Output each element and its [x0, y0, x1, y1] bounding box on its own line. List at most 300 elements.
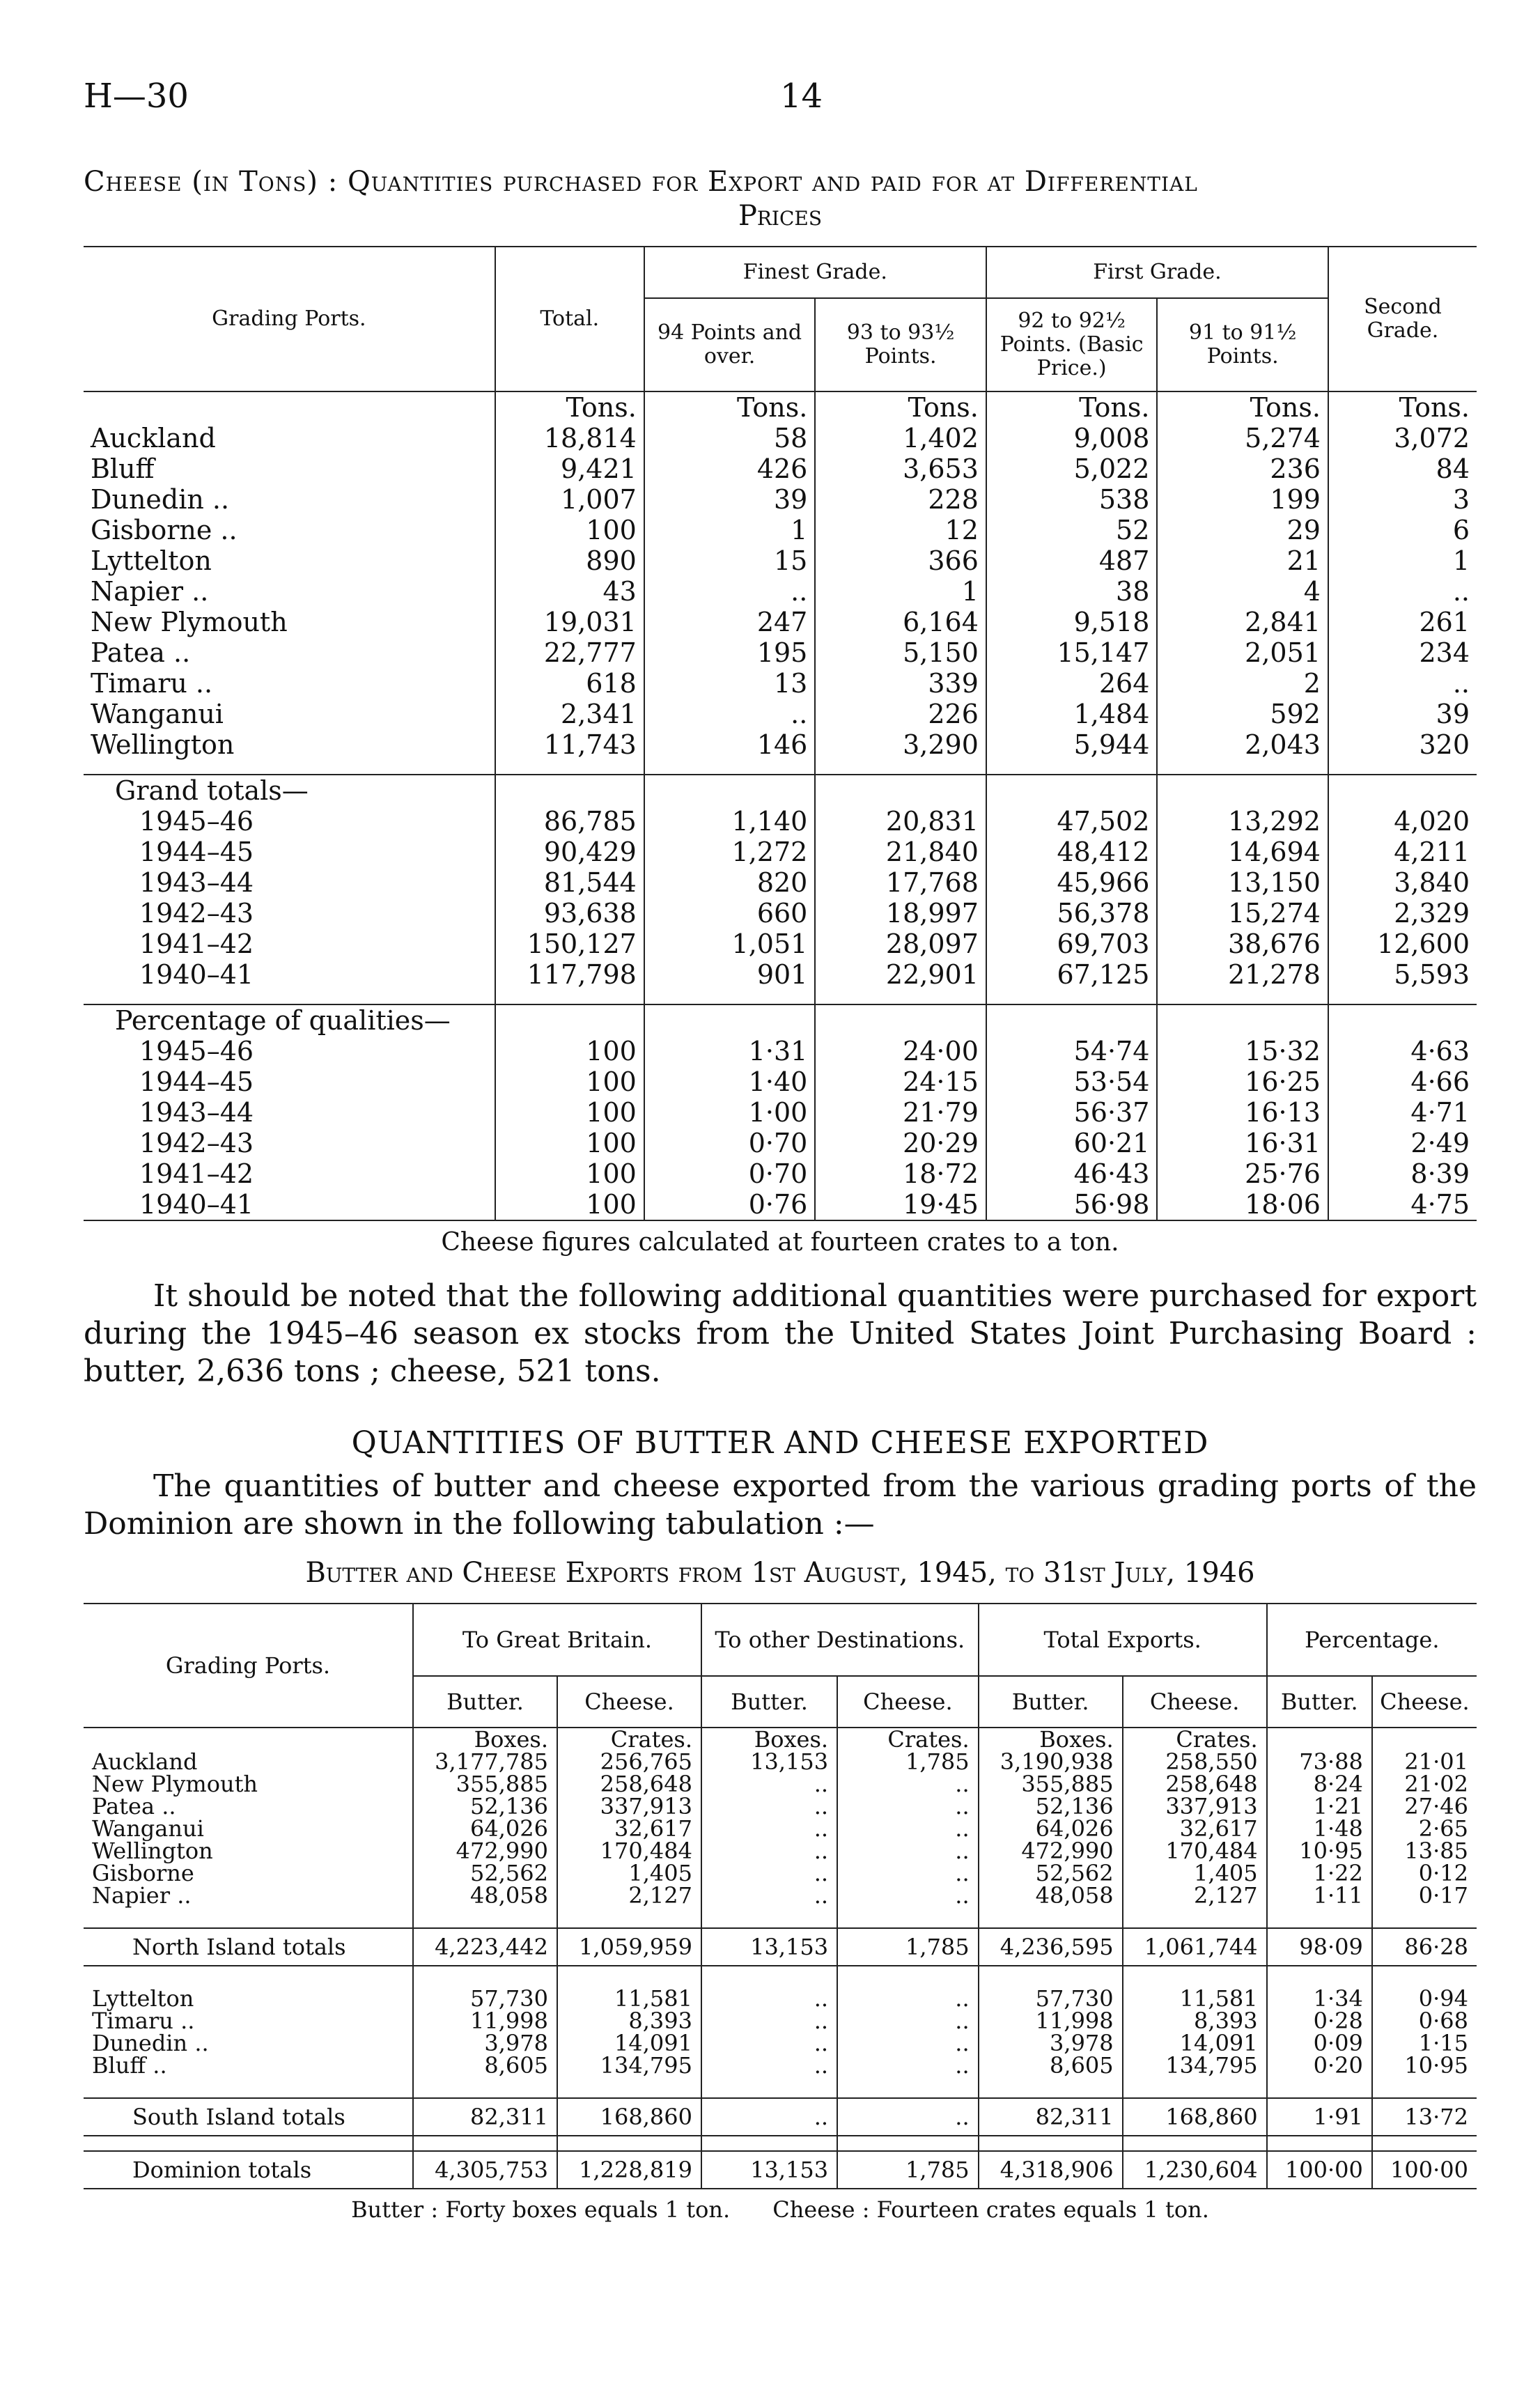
spacer-row [84, 1966, 1477, 1987]
value-cell: 14,091 [1123, 2032, 1267, 2054]
value-cell: 1,785 [837, 1928, 979, 1966]
row-label: 1942–43 [139, 1128, 254, 1158]
row-label: 1940–41 [139, 1189, 254, 1220]
value-cell: 11,581 [557, 1987, 701, 2010]
unit-label: Tons. [644, 391, 816, 423]
value-cell: 82,311 [979, 2098, 1123, 2136]
row-label: Dunedin .. [91, 484, 230, 515]
col-cheese: Cheese. [1123, 1676, 1267, 1728]
value-cell: 14,091 [557, 2032, 701, 2054]
value-cell: 21,840 [815, 837, 986, 867]
value-cell: 46·43 [986, 1158, 1158, 1189]
value-cell: 21·02 [1372, 1773, 1477, 1795]
value-cell: 1,061,744 [1123, 1928, 1267, 1966]
table-row [84, 806, 1477, 837]
col-grading-ports: Grading Ports. [212, 306, 366, 331]
value-cell: 11,581 [1123, 1987, 1267, 2010]
value-cell: .. [701, 1884, 837, 1907]
value-cell: 84 [1328, 453, 1477, 484]
value-cell: 86·28 [1372, 1928, 1477, 1966]
value-cell: 52,562 [979, 1862, 1123, 1884]
table-row [84, 576, 1477, 607]
value-cell: .. [701, 1773, 837, 1795]
value-cell: 0·70 [644, 1158, 816, 1189]
table-row [84, 837, 1477, 867]
spacer-row [84, 990, 1477, 1004]
south-island-totals-row [84, 2098, 1477, 2136]
value-cell: 57,730 [979, 1987, 1123, 2010]
value-cell: 1 [815, 576, 986, 607]
value-cell: 150,127 [495, 929, 644, 959]
value-cell: 5,022 [986, 453, 1158, 484]
value-cell: 56,378 [986, 898, 1158, 929]
value-cell: 57,730 [413, 1987, 557, 2010]
value-cell: 3,653 [815, 453, 986, 484]
value-cell: 5,593 [1328, 959, 1477, 990]
value-cell: 3 [1328, 484, 1477, 515]
value-cell: 18,997 [815, 898, 986, 929]
value-cell: 100 [495, 515, 644, 545]
row-label: Patea .. [91, 637, 191, 668]
value-cell: 24·15 [815, 1066, 986, 1097]
t2-col-grading-ports: Grading Ports. [165, 1652, 331, 1679]
spacer-row [84, 2136, 1477, 2151]
spacer-row [84, 2077, 1477, 2098]
value-cell: 16·25 [1157, 1066, 1328, 1097]
row-label: Bluff .. [92, 2052, 167, 2079]
unit-label: Crates. [557, 1728, 701, 1751]
value-cell: 0·20 [1267, 2054, 1372, 2077]
group-percentage: Percentage. [1267, 1604, 1477, 1676]
value-cell: 3,190,938 [979, 1751, 1123, 1773]
value-cell: 16·31 [1157, 1128, 1328, 1158]
value-cell: 24·00 [815, 1036, 986, 1066]
value-cell: .. [837, 2054, 979, 2077]
col-cheese: Cheese. [557, 1676, 701, 1728]
value-cell: 48,058 [413, 1884, 557, 1907]
value-cell: 2·49 [1328, 1128, 1477, 1158]
value-cell: 20,831 [815, 806, 986, 837]
row-label: Dominion totals [132, 2157, 312, 2183]
table-row [84, 423, 1477, 453]
row-label: Napier .. [92, 1882, 192, 1909]
value-cell: 73·88 [1267, 1751, 1372, 1773]
row-label: North Island totals [132, 1934, 346, 1960]
table-row [84, 1795, 1477, 1817]
north-island-totals-row [84, 1928, 1477, 1966]
value-cell: 22,901 [815, 959, 986, 990]
table1-note: Cheese figures calculated at fourteen crates to a ton. [441, 1228, 1119, 1257]
value-cell: 21·79 [815, 1097, 986, 1128]
value-cell: 168,860 [1123, 2098, 1267, 2136]
row-label: 1943–44 [139, 1097, 254, 1128]
value-cell: .. [701, 2054, 837, 2077]
value-cell: 170,484 [1123, 1840, 1267, 1862]
value-cell: 13·72 [1372, 2098, 1477, 2136]
table-row [84, 2010, 1477, 2032]
row-label: Bluff [91, 453, 155, 484]
value-cell: .. [701, 1817, 837, 1840]
value-cell: 90,429 [495, 837, 644, 867]
value-cell: 15,147 [986, 637, 1158, 668]
section-heading: QUANTITIES OF BUTTER AND CHEESE EXPORTED [351, 1425, 1209, 1461]
group-total-exports: Total Exports. [979, 1604, 1267, 1676]
cheese-grading-table [84, 246, 1477, 1221]
value-cell: 1·15 [1372, 2032, 1477, 2054]
value-cell: 890 [495, 545, 644, 576]
grand-totals-heading [84, 775, 1477, 806]
table-row [84, 1128, 1477, 1158]
value-cell: 0·12 [1372, 1862, 1477, 1884]
value-cell: 820 [644, 867, 816, 898]
value-cell: 52,136 [979, 1795, 1123, 1817]
value-cell: 355,885 [979, 1773, 1123, 1795]
value-cell: 32,617 [1123, 1817, 1267, 1840]
value-cell: 1 [1328, 545, 1477, 576]
value-cell: 1·91 [1267, 2098, 1372, 2136]
table-row [84, 1036, 1477, 1066]
value-cell: .. [837, 1840, 979, 1862]
table-row [84, 453, 1477, 484]
value-cell: 337,913 [1123, 1795, 1267, 1817]
value-cell: 4,305,753 [413, 2151, 557, 2189]
value-cell: 28,097 [815, 929, 986, 959]
value-cell: 100·00 [1372, 2151, 1477, 2189]
value-cell: .. [837, 2010, 979, 2032]
row-label: 1945–46 [139, 1036, 254, 1066]
value-cell: 5,150 [815, 637, 986, 668]
value-cell: 13,153 [701, 1928, 837, 1966]
value-cell: .. [701, 2010, 837, 2032]
value-cell: 660 [644, 898, 816, 929]
value-cell: 4·75 [1328, 1189, 1477, 1220]
exports-table [84, 1603, 1477, 2189]
value-cell: 13,153 [701, 1751, 837, 1773]
value-cell: .. [837, 1795, 979, 1817]
value-cell: 4,211 [1328, 837, 1477, 867]
value-cell: .. [1328, 576, 1477, 607]
table-row [84, 729, 1477, 760]
value-cell: 25·76 [1157, 1158, 1328, 1189]
value-cell: 81,544 [495, 867, 644, 898]
value-cell: 1,785 [837, 2151, 979, 2189]
row-label: Lyttelton [92, 1985, 194, 2012]
value-cell: 366 [815, 545, 986, 576]
row-label: South Island totals [132, 2104, 345, 2130]
table-row [84, 1862, 1477, 1884]
value-cell: 1·48 [1267, 1817, 1372, 1840]
value-cell: 3,290 [815, 729, 986, 760]
value-cell: 146 [644, 729, 816, 760]
value-cell: 901 [644, 959, 816, 990]
page-header [84, 77, 1477, 132]
value-cell: 1,228,819 [557, 2151, 701, 2189]
value-cell: 67,125 [986, 959, 1158, 990]
value-cell: 47,502 [986, 806, 1158, 837]
value-cell: 9,518 [986, 607, 1158, 637]
value-cell: 134,795 [557, 2054, 701, 2077]
page-number: 14 [780, 77, 823, 116]
value-cell: 21·01 [1372, 1751, 1477, 1773]
value-cell: 60·21 [986, 1128, 1158, 1158]
row-label: Wanganui [92, 1815, 204, 1842]
value-cell: .. [701, 2032, 837, 2054]
value-cell: 10·95 [1267, 1840, 1372, 1862]
table-row [84, 1158, 1477, 1189]
value-cell: 426 [644, 453, 816, 484]
value-cell: 12 [815, 515, 986, 545]
table-row [84, 668, 1477, 699]
value-cell: 234 [1328, 637, 1477, 668]
table-row [84, 1189, 1477, 1220]
value-cell: 0·17 [1372, 1884, 1477, 1907]
value-cell: 39 [1328, 699, 1477, 729]
units-row [84, 1728, 1477, 1751]
value-cell: 256,765 [557, 1751, 701, 1773]
value-cell: 45,966 [986, 867, 1158, 898]
value-cell: 19,031 [495, 607, 644, 637]
value-cell: 20·29 [815, 1128, 986, 1158]
value-cell: 117,798 [495, 959, 644, 990]
value-cell: 15 [644, 545, 816, 576]
value-cell: 538 [986, 484, 1158, 515]
table2-title: Butter and Cheese Exports from 1st August, 1945, to 31st July, 1946 [305, 1557, 1255, 1589]
value-cell: 0·68 [1372, 2010, 1477, 2032]
table-row [84, 929, 1477, 959]
value-cell: .. [701, 1840, 837, 1862]
value-cell: 19·45 [815, 1189, 986, 1220]
value-cell: 52,562 [413, 1862, 557, 1884]
unit-label: Tons. [815, 391, 986, 423]
table-row [84, 867, 1477, 898]
table-row [84, 545, 1477, 576]
col-butter: Butter. [413, 1676, 557, 1728]
value-cell: 4,318,906 [979, 2151, 1123, 2189]
value-cell: 1,051 [644, 929, 816, 959]
unit-label: Boxes. [701, 1728, 837, 1751]
unit-label: Crates. [1123, 1728, 1267, 1751]
row-label: Wellington [91, 729, 235, 760]
value-cell: 8,393 [557, 2010, 701, 2032]
table-row [84, 637, 1477, 668]
value-cell: 6 [1328, 515, 1477, 545]
value-cell: 64,026 [413, 1817, 557, 1840]
table-row [84, 1840, 1477, 1862]
page [84, 77, 1477, 2223]
table-row [84, 1097, 1477, 1128]
value-cell: 2·65 [1372, 1817, 1477, 1840]
value-cell: 2 [1157, 668, 1328, 699]
value-cell: 32,617 [557, 1817, 701, 1840]
row-label: 1942–43 [139, 898, 254, 929]
value-cell: 337,913 [557, 1795, 701, 1817]
value-cell: 472,990 [979, 1840, 1123, 1862]
value-cell: 10·95 [1372, 2054, 1477, 2077]
value-cell: 48,058 [979, 1884, 1123, 1907]
value-cell: 1·00 [644, 1097, 816, 1128]
table-row [84, 1066, 1477, 1097]
value-cell: 3,840 [1328, 867, 1477, 898]
table2-footnote: Butter : Forty boxes equals 1 ton. Cheese : Fourteen crates equals 1 ton. [351, 2196, 1209, 2223]
value-cell: 100 [495, 1128, 644, 1158]
percentage-heading [84, 1004, 1477, 1036]
col-94-points: 94 Points and over. [644, 298, 816, 391]
value-cell: 8,605 [979, 2054, 1123, 2077]
table-row [84, 515, 1477, 545]
value-cell: 100 [495, 1066, 644, 1097]
value-cell: 100 [495, 1189, 644, 1220]
value-cell: 320 [1328, 729, 1477, 760]
value-cell: 5,274 [1157, 423, 1328, 453]
value-cell: 0·76 [644, 1189, 816, 1220]
value-cell: 1,007 [495, 484, 644, 515]
value-cell: 38,676 [1157, 929, 1328, 959]
value-cell: 1,140 [644, 806, 816, 837]
value-cell: 1,272 [644, 837, 816, 867]
value-cell: .. [837, 1817, 979, 1840]
unit-label: Boxes. [979, 1728, 1123, 1751]
value-cell: 261 [1328, 607, 1477, 637]
value-cell: 100 [495, 1036, 644, 1066]
col-92-points: 92 to 92½ Points. (Basic Price.) [986, 298, 1158, 391]
table-row [84, 1817, 1477, 1840]
value-cell: 15,274 [1157, 898, 1328, 929]
row-label: 1941–42 [139, 929, 254, 959]
value-cell: 16·13 [1157, 1097, 1328, 1128]
value-cell: 2,051 [1157, 637, 1328, 668]
value-cell: 618 [495, 668, 644, 699]
col-91-points: 91 to 91½ Points. [1157, 298, 1328, 391]
col-second-grade: Second Grade. [1328, 247, 1477, 391]
value-cell: 168,860 [557, 2098, 701, 2136]
section-intro: The quantities of butter and cheese exported from the various grading ports of the Dominion are shown in the following tabulation :— [84, 1468, 1477, 1542]
value-cell: 247 [644, 607, 816, 637]
value-cell: 12,600 [1328, 929, 1477, 959]
value-cell: 8,605 [413, 2054, 557, 2077]
group-finest-grade: Finest Grade. [644, 247, 986, 298]
row-label: Gisborne .. [91, 515, 238, 545]
value-cell: 487 [986, 545, 1158, 576]
value-cell: 22,777 [495, 637, 644, 668]
value-cell: 1,059,959 [557, 1928, 701, 1966]
col-cheese: Cheese. [1372, 1676, 1477, 1728]
value-cell: 1 [644, 515, 816, 545]
col-93-points: 93 to 93½ Points. [815, 298, 986, 391]
value-cell: 1·21 [1267, 1795, 1372, 1817]
row-label: 1943–44 [139, 867, 254, 898]
value-cell: 236 [1157, 453, 1328, 484]
value-cell: 98·09 [1267, 1928, 1372, 1966]
value-cell: 355,885 [413, 1773, 557, 1795]
value-cell: 1,230,604 [1123, 2151, 1267, 2189]
unit-label: Boxes. [413, 1728, 557, 1751]
table-row [84, 1884, 1477, 1907]
value-cell: .. [701, 2098, 837, 2136]
value-cell: 56·37 [986, 1097, 1158, 1128]
value-cell: 56·98 [986, 1189, 1158, 1220]
value-cell: 4·66 [1328, 1066, 1477, 1097]
value-cell: 21 [1157, 545, 1328, 576]
value-cell: .. [837, 1862, 979, 1884]
row-label: 1940–41 [139, 959, 254, 990]
row-label: Wanganui [91, 699, 224, 729]
table-row [84, 2054, 1477, 2077]
row-label: 1944–45 [139, 1066, 254, 1097]
value-cell: 3,072 [1328, 423, 1477, 453]
units-row [84, 391, 1477, 423]
section-label: Percentage of qualities— [115, 1005, 451, 1036]
value-cell: 4,236,595 [979, 1928, 1123, 1966]
value-cell: 14,694 [1157, 837, 1328, 867]
value-cell: 58 [644, 423, 816, 453]
value-cell: 18·72 [815, 1158, 986, 1189]
value-cell: 1·31 [644, 1036, 816, 1066]
value-cell: 13,153 [701, 2151, 837, 2189]
value-cell: 170,484 [557, 1840, 701, 1862]
row-label: Wellington [92, 1838, 213, 1864]
table-row [84, 484, 1477, 515]
row-label: Lyttelton [91, 545, 212, 576]
dominion-totals-row [84, 2151, 1477, 2189]
row-label: Timaru .. [92, 2008, 195, 2034]
value-cell: 29 [1157, 515, 1328, 545]
table1-title-cont: Prices [738, 200, 823, 232]
value-cell: 0·94 [1372, 1987, 1477, 2010]
value-cell: 592 [1157, 699, 1328, 729]
value-cell: 1,785 [837, 1751, 979, 1773]
value-cell: 2,043 [1157, 729, 1328, 760]
row-label: Auckland [92, 1748, 198, 1775]
table-row [84, 898, 1477, 929]
value-cell: 93,638 [495, 898, 644, 929]
table1-title: Cheese (in Tons) : Quantities purchased for Export and paid for at Differential [84, 166, 1198, 198]
table-row [84, 699, 1477, 729]
value-cell: 0·28 [1267, 2010, 1372, 2032]
value-cell: 226 [815, 699, 986, 729]
value-cell: 2,127 [557, 1884, 701, 1907]
value-cell: .. [644, 699, 816, 729]
value-cell: .. [837, 1987, 979, 2010]
value-cell: 100 [495, 1097, 644, 1128]
value-cell: 39 [644, 484, 816, 515]
group-other-destinations: To other Destinations. [701, 1604, 979, 1676]
value-cell: .. [644, 576, 816, 607]
value-cell: 100 [495, 1158, 644, 1189]
value-cell: 3,978 [413, 2032, 557, 2054]
report-code: H—30 [84, 77, 189, 116]
value-cell: 54·74 [986, 1036, 1158, 1066]
value-cell: 4,223,442 [413, 1928, 557, 1966]
table-row [84, 1773, 1477, 1795]
row-label: New Plymouth [92, 1771, 258, 1797]
value-cell: 11,998 [979, 2010, 1123, 2032]
value-cell: 69,703 [986, 929, 1158, 959]
table-row [84, 2032, 1477, 2054]
section-label: Grand totals— [115, 775, 309, 806]
value-cell: .. [837, 1773, 979, 1795]
group-first-grade: First Grade. [986, 247, 1328, 298]
value-cell: 27·46 [1372, 1795, 1477, 1817]
value-cell: 3,177,785 [413, 1751, 557, 1773]
value-cell: 258,550 [1123, 1751, 1267, 1773]
value-cell: 1·34 [1267, 1987, 1372, 2010]
value-cell: 1,484 [986, 699, 1158, 729]
value-cell: 199 [1157, 484, 1328, 515]
value-cell: 264 [986, 668, 1158, 699]
additional-purchase-note: It should be noted that the following additional quantities were purchased for export during the 1945–46 season ex stocks from the United States Joint Purchasing Board : butter, 2,636 tons ; cheese, 521 tons. [84, 1278, 1477, 1389]
unit-label: Crates. [837, 1728, 979, 1751]
value-cell: 1·11 [1267, 1884, 1372, 1907]
